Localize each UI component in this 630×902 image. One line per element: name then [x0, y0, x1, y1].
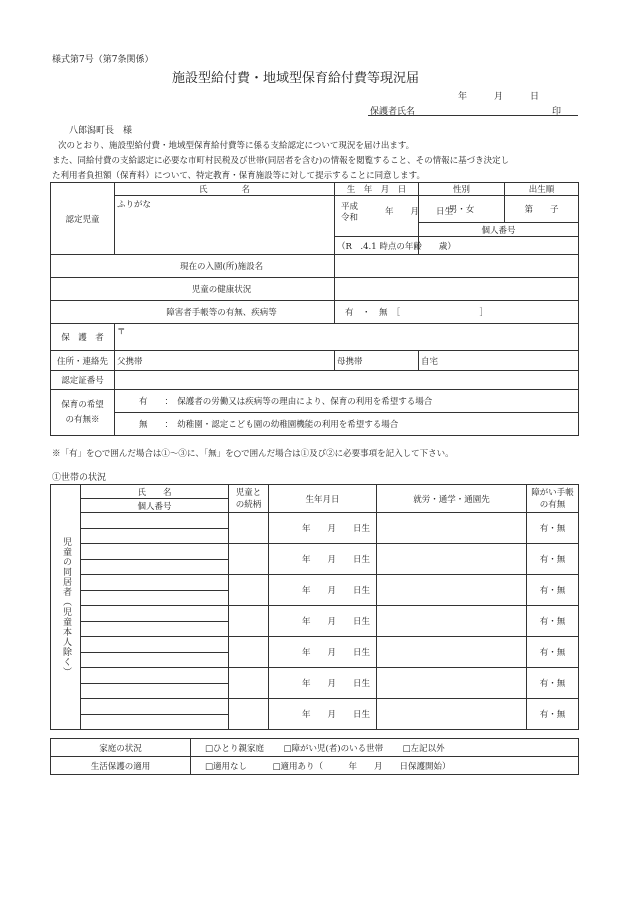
hh-member-work[interactable]	[377, 513, 527, 544]
hh-member-personal-no[interactable]	[81, 715, 229, 730]
hh-member-relation[interactable]	[229, 575, 269, 606]
household-member-row	[51, 544, 579, 560]
welfare-label: 生活保護の適用	[51, 757, 191, 775]
hh-member-work[interactable]	[377, 699, 527, 730]
hh-relation-header-line2: の続柄	[235, 499, 262, 510]
hh-member-name[interactable]	[81, 668, 229, 684]
intro-line-1: 次のとおり、施設型給付費・地域型保育給付費等に係る支給認定について現況を届け出ます。	[58, 141, 415, 151]
family-status-options	[191, 739, 579, 757]
household-member-row	[51, 513, 579, 529]
hh-member-work[interactable]	[377, 637, 527, 668]
health-value[interactable]	[335, 278, 579, 301]
household-side-label	[51, 485, 81, 730]
hh-member-dob[interactable]: 年 月 日生	[269, 544, 377, 575]
intro-line-2: また、同給付費の支給認定に必要な市町村民税及び世帯(同居者を含む)の情報を閲覧すること、その情報に基づき決定し	[52, 156, 510, 166]
hh-relation-header	[229, 485, 269, 513]
hh-disability-header-line1: 障がい手帳	[531, 487, 574, 498]
child-info-table	[50, 182, 579, 436]
child-sex-value[interactable]: 男・女	[419, 196, 505, 223]
disability-choice[interactable]: 有 ・ 無 ［	[345, 308, 401, 318]
disability-label: 障害者手帳等の有無、疾病等	[51, 301, 335, 324]
hh-member-disability[interactable]: 有・無	[527, 606, 579, 637]
hh-relation-header-line1: 児童と	[235, 487, 262, 498]
hh-member-disability[interactable]: 有・無	[527, 513, 579, 544]
household-member-row	[51, 606, 579, 622]
home-phone-label: 自宅	[421, 356, 439, 367]
hh-member-dob[interactable]: 年 月 日生	[269, 606, 377, 637]
disability-bracket-close: ］	[479, 308, 489, 318]
home-phone-cell[interactable]	[419, 351, 579, 371]
household-section-title: ①世帯の状況	[52, 473, 107, 483]
child-order-header: 出生順	[505, 183, 579, 196]
hh-member-personal-no[interactable]	[81, 684, 229, 699]
form-title: 施設型給付費・地域型保育給付費等現況届	[172, 71, 420, 86]
family-option-other[interactable]: □左記以外	[402, 743, 445, 754]
guardian-name-label: 保護者氏名	[370, 107, 416, 117]
health-label: 児童の健康状況	[51, 278, 335, 301]
guardian-address-cell[interactable]	[115, 324, 579, 351]
guardian-name-line[interactable]	[368, 115, 578, 116]
hope-no-option[interactable]: 無 ： 幼稚園・認定こども園の幼稚園機能の利用を希望する場合	[115, 413, 579, 436]
hh-member-personal-no[interactable]	[81, 591, 229, 606]
seal-mark: 印	[552, 107, 562, 117]
hope-label	[51, 390, 115, 436]
era-heisei[interactable]: 平成	[341, 202, 359, 212]
welfare-option-applied[interactable]: □適用あり（ 年 月 日保護開始）	[272, 761, 451, 772]
hh-member-disability[interactable]: 有・無	[527, 544, 579, 575]
furigana-label: ふりがな	[117, 200, 152, 210]
welfare-options	[191, 757, 579, 775]
mother-mobile-label: 母携帯	[337, 356, 363, 367]
hh-member-relation[interactable]	[229, 606, 269, 637]
era-reiwa[interactable]: 令和	[341, 213, 359, 223]
household-table	[50, 484, 579, 730]
hh-member-work[interactable]	[377, 668, 527, 699]
child-name-header: 氏 名	[115, 183, 335, 196]
child-sex-header: 性別	[419, 183, 505, 196]
household-side-text: 児童の同居者（児童本人除く）	[61, 537, 71, 677]
intro-line-3: た利用者負担額（保育料）について、特定教育・保育施設等に対して提示することに同意します。	[52, 171, 425, 181]
mother-mobile-cell[interactable]	[335, 351, 419, 371]
hh-member-name[interactable]	[81, 513, 229, 529]
hh-member-name[interactable]	[81, 637, 229, 653]
child-label: 認定児童	[51, 183, 115, 255]
hope-label-line1: 保育の希望	[61, 399, 104, 410]
hope-yes-option[interactable]: 有 ： 保護者の労働又は疾病等の理由により、保育の利用を希望する場合	[115, 390, 579, 413]
hh-personal-no-header: 個人番号	[81, 499, 229, 513]
hh-disability-header-line2: の有無	[539, 499, 566, 510]
child-name-cell[interactable]	[115, 196, 335, 255]
hh-member-name[interactable]	[81, 699, 229, 715]
hh-member-relation[interactable]	[229, 544, 269, 575]
disability-value[interactable]	[335, 301, 579, 324]
hh-member-work[interactable]	[377, 575, 527, 606]
instruction-note: ※「有」を○で囲んだ場合は①～③に、「無」を○で囲んだ場合は①及び②に必要事項を記入して下さい。	[52, 449, 454, 459]
child-dob-cell[interactable]	[335, 196, 454, 237]
hh-member-dob[interactable]: 年 月 日生	[269, 668, 377, 699]
hope-label-line2: の有無※	[65, 414, 100, 425]
address-contact-label: 住所・連絡先	[51, 351, 115, 371]
hh-member-disability[interactable]: 有・無	[527, 575, 579, 606]
cert-no-value[interactable]	[115, 371, 579, 390]
hh-name-header: 氏 名	[81, 485, 229, 499]
household-member-row	[51, 575, 579, 591]
hh-dob-header: 生年月日	[269, 485, 377, 513]
child-personal-no-label: 個人番号	[419, 223, 579, 237]
child-order-value[interactable]: 第 子	[505, 196, 579, 223]
hh-member-personal-no[interactable]	[81, 560, 229, 575]
hh-member-personal-no[interactable]	[81, 653, 229, 668]
hh-member-disability[interactable]: 有・無	[527, 668, 579, 699]
family-option-disabled-member[interactable]: □障がい児(者)のいる世帯	[283, 743, 384, 754]
child-dob-header: 生 年 月 日	[335, 183, 419, 196]
hh-member-name[interactable]	[81, 544, 229, 560]
hh-disability-header	[527, 485, 579, 513]
child-age-note: （R .4.1 時点の年齢 歳）	[335, 237, 419, 255]
household-member-row	[51, 668, 579, 684]
facility-label: 現在の入園(所)施設名	[51, 255, 335, 278]
hh-member-personal-no[interactable]	[81, 622, 229, 637]
household-member-row	[51, 699, 579, 715]
child-dob-value: 年 月 日生	[385, 207, 454, 217]
father-mobile-label: 父携帯	[117, 356, 143, 367]
guardian-label: 保 護 者	[51, 324, 115, 351]
hh-member-dob[interactable]: 年 月 日生	[269, 513, 377, 544]
hh-member-work[interactable]	[377, 606, 527, 637]
facility-value[interactable]	[335, 255, 579, 278]
hh-member-dob[interactable]: 年 月 日生	[269, 699, 377, 730]
father-mobile-cell[interactable]	[115, 351, 335, 371]
hh-member-name[interactable]	[81, 575, 229, 591]
hh-member-dob[interactable]: 年 月 日生	[269, 637, 377, 668]
postal-mark: 〒	[117, 327, 126, 337]
family-status-label: 家庭の状況	[51, 739, 191, 757]
hh-work-header: 就労・通学・通園先	[377, 485, 527, 513]
hh-member-disability[interactable]: 有・無	[527, 699, 579, 730]
hh-member-relation[interactable]	[229, 637, 269, 668]
cert-no-label: 認定証番号	[51, 371, 115, 390]
hh-member-name[interactable]	[81, 606, 229, 622]
submission-date[interactable]: 年 月 日	[458, 92, 540, 102]
family-status-table	[50, 738, 579, 775]
addressee: 八郎潟町長 様	[69, 126, 133, 136]
hh-member-dob[interactable]: 年 月 日生	[269, 575, 377, 606]
hh-member-relation[interactable]	[229, 668, 269, 699]
hh-member-disability[interactable]: 有・無	[527, 637, 579, 668]
form-number: 様式第7号（第7条関係）	[52, 55, 154, 65]
household-member-row	[51, 637, 579, 653]
family-option-single-parent[interactable]: □ひとり親家庭	[205, 743, 265, 754]
hh-member-relation[interactable]	[229, 699, 269, 730]
hh-member-relation[interactable]	[229, 513, 269, 544]
hh-member-work[interactable]	[377, 544, 527, 575]
hh-member-personal-no[interactable]	[81, 529, 229, 544]
welfare-option-none[interactable]: □適用なし	[205, 761, 248, 772]
